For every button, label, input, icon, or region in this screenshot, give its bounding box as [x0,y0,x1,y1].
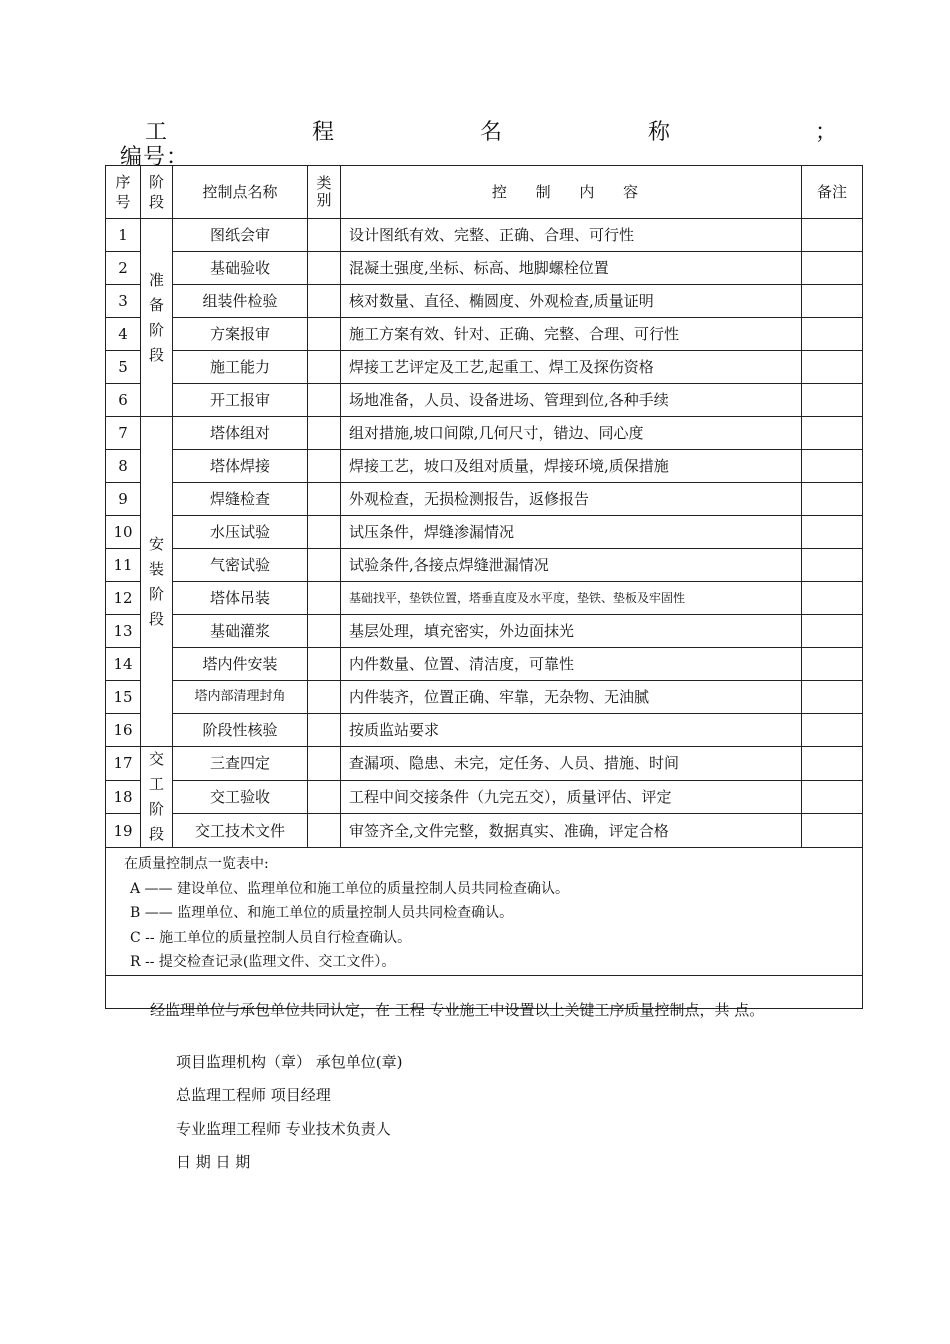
table-row [106,417,863,450]
stage-handover: 交 工 阶 段 [141,747,173,848]
control-point: 焊缝检查 [173,483,308,516]
remark-cell [802,549,863,582]
signature-line-date: 日 期 日 期 [176,1152,251,1171]
control-point: 阶段性核验 [173,714,308,747]
control-content: 施工方案有效、针对、正确、完整、合理、可行性 [341,318,802,351]
control-content: 焊接工艺，坡口及组对质量，焊接环境,质保措施 [341,450,802,483]
header-category: 类 别 [308,166,341,219]
control-content: 工程中间交接条件（九完五交），质量评估、评定 [341,780,802,814]
control-point: 开工报审 [173,384,308,417]
table-row [106,516,863,549]
header-content: 控 制 内 容 [341,166,802,219]
control-point: 方案报审 [173,318,308,351]
category-cell [308,780,341,814]
control-content: 按质监站要求 [341,714,802,747]
legend-item: A —— 建设单位、监理单位和施工单位的质量控制人员共同检查确认。 [130,880,570,897]
remark-cell [802,648,863,681]
table-row [106,384,863,417]
confirmation-paragraph: 经监理单位与承包单位共同认定，在 工程 专业施工中设置以上关键工序质量控制点，共 点。 [150,1000,765,1019]
category-cell [308,516,341,549]
stage-prep: 准 备 阶 段 [141,219,173,417]
signature-line-specialist: 专业监理工程师 专业技术负责人 [176,1119,391,1138]
control-point: 水压试验 [173,516,308,549]
control-content: 外观检查，无损检测报告，返修报告 [341,483,802,516]
legend-block [106,848,863,976]
control-content: 试验条件,各接点焊缝泄漏情况 [341,549,802,582]
title-char: 工 [145,120,168,145]
control-content: 内件装齐，位置正确、牢靠，无杂物、无油腻 [341,681,802,714]
control-point: 塔内件安装 [173,648,308,681]
table-row [106,351,863,384]
signature-line-chief: 总监理工程师 项目经理 [176,1085,331,1104]
control-point: 基础验收 [173,252,308,285]
remark-cell [802,516,863,549]
control-point: 图纸会审 [173,219,308,252]
quality-control-table [105,165,863,1171]
header-point: 控制点名称 [173,166,308,219]
row-number: 11 [106,549,141,582]
title-char: 名 [480,120,503,145]
control-point: 组装件检验 [173,285,308,318]
row-number: 12 [106,582,141,615]
remark-cell [802,252,863,285]
remark-cell [802,219,863,252]
table-row [106,814,863,848]
row-number: 19 [106,814,141,848]
legend-item: B —— 监理单位、和施工单位的质量控制人员共同检查确认。 [130,905,514,921]
table-row [106,483,863,516]
remark-cell [802,714,863,747]
confirmation-block [106,975,863,1171]
legend-item: R -- 提交检查记录(监理文件、交工文件）。 [130,954,396,970]
control-point: 塔内部清理封角 [173,681,308,714]
row-number: 4 [106,318,141,351]
table-row [106,252,863,285]
table-row [106,549,863,582]
control-content: 基础找平，垫铁位置，塔垂直度及水平度，垫铁、垫板及牢固性 [341,582,802,615]
title-char: ； [815,120,838,145]
row-number: 17 [106,747,141,781]
category-cell [308,351,341,384]
legend-intro: 在质量控制点一览表中: [124,856,269,872]
header-stage: 阶 段 [141,166,173,219]
control-point: 塔体组对 [173,417,308,450]
category-cell [308,252,341,285]
legend-item: C -- 施工单位的质量控制人员自行检查确认。 [130,929,412,946]
row-number: 7 [106,417,141,450]
row-number: 1 [106,219,141,252]
row-number: 18 [106,780,141,814]
row-number: 10 [106,516,141,549]
control-content: 组对措施,坡口间隙,几何尺寸，错边、同心度 [341,417,802,450]
control-content: 场地准备，人员、设备进场、管理到位,各种手续 [341,384,802,417]
control-content: 查漏项、隐患、未完，定任务、人员、措施、时间 [341,747,802,781]
remark-cell [802,582,863,615]
remark-cell [802,417,863,450]
category-cell [308,384,341,417]
category-cell [308,483,341,516]
control-content: 焊接工艺评定及工艺,起重工、焊工及探伤资格 [341,351,802,384]
remark-cell [802,681,863,714]
table-row [106,615,863,648]
table-row [106,714,863,747]
control-point: 交工验收 [173,780,308,814]
legend-row [106,848,863,976]
category-cell [308,450,341,483]
header-seq: 序 号 [106,166,141,219]
category-cell [308,417,341,450]
category-cell [308,615,341,648]
row-number: 9 [106,483,141,516]
stage-install: 安 装 阶 段 [141,417,173,747]
remark-cell [802,384,863,417]
row-number: 2 [106,252,141,285]
signature-line-seals: 项目监理机构（章） 承包单位(章) [176,1052,403,1071]
control-content: 试压条件，焊缝渗漏情况 [341,516,802,549]
row-number: 8 [106,450,141,483]
title-char: 称 [648,120,671,145]
table-row [106,318,863,351]
category-cell [308,219,341,252]
category-cell [308,285,341,318]
category-cell [308,549,341,582]
remark-cell [802,780,863,814]
remark-cell [802,318,863,351]
table-row [106,681,863,714]
title-char: 程 [312,120,335,145]
table-row [106,219,863,252]
control-point: 塔体吊装 [173,582,308,615]
row-number: 5 [106,351,141,384]
table-row [106,747,863,781]
control-point: 交工技术文件 [173,814,308,848]
remark-cell [802,615,863,648]
row-number: 14 [106,648,141,681]
category-cell [308,714,341,747]
table-row [106,582,863,615]
category-cell [308,814,341,848]
row-number: 3 [106,285,141,318]
table-row [106,648,863,681]
header-remark: 备注 [802,166,863,219]
control-content: 基层处理，填充密实，外边面抹光 [341,615,802,648]
row-number: 6 [106,384,141,417]
category-cell [308,747,341,781]
category-cell [308,318,341,351]
control-content: 设计图纸有效、完整、正确、合理、可行性 [341,219,802,252]
row-number: 13 [106,615,141,648]
remark-cell [802,285,863,318]
remark-cell [802,450,863,483]
remark-cell [802,483,863,516]
header-row [106,166,863,219]
control-point: 塔体焊接 [173,450,308,483]
control-point: 三查四定 [173,747,308,781]
row-number: 15 [106,681,141,714]
table-row [106,285,863,318]
control-content: 内件数量、位置、清洁度，可靠性 [341,648,802,681]
control-point: 施工能力 [173,351,308,384]
remark-cell [802,351,863,384]
confirmation-row [106,975,863,1008]
control-content: 核对数量、直径、椭圆度、外观检查,质量证明 [341,285,802,318]
control-content: 混凝土强度,坐标、标高、地脚螺栓位置 [341,252,802,285]
remark-cell [802,747,863,781]
table-row [106,780,863,814]
row-number: 16 [106,714,141,747]
category-cell [308,582,341,615]
category-cell [308,648,341,681]
control-content: 审签齐全,文件完整，数据真实、准确，评定合格 [341,814,802,848]
control-point: 基础灌浆 [173,615,308,648]
number-label: 编号： [120,145,190,170]
table-row [106,450,863,483]
control-point: 气密试验 [173,549,308,582]
category-cell [308,681,341,714]
remark-cell [802,814,863,848]
